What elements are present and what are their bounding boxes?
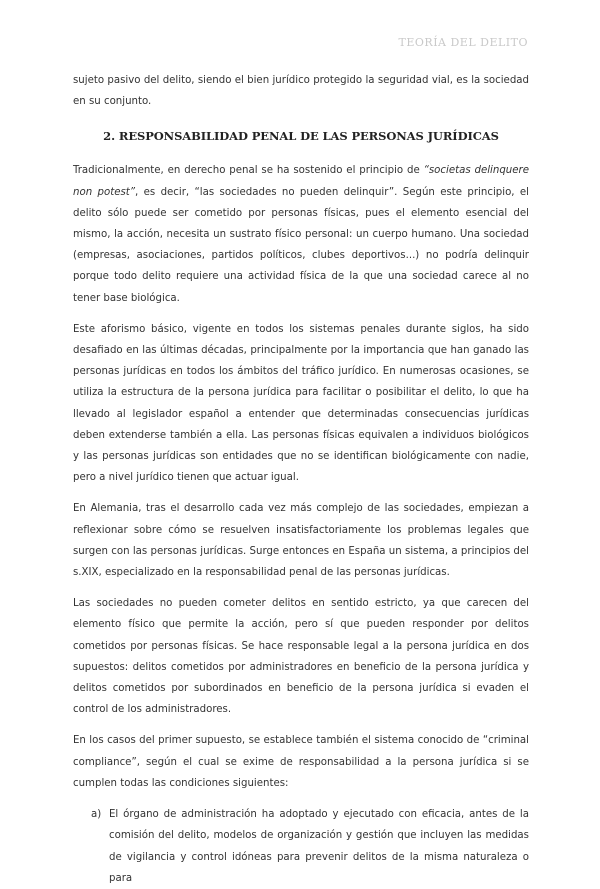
paragraph: Las sociedades no pueden cometer delitos en sentido estricto, ya que carecen del elemento físico que permite la acción, pero sí que pueden responder por delitos cometidos por personas físicas. Se hace responsable legal a la persona jurídica en dos supuestos: delitos cometidos por administradores en beneficio de la persona jurídica y delitos cometidos por subordinados en beneficio de la persona jurídica si evaden el control de los administradores. (73, 598, 529, 716)
paragraph-text: Tradicionalmente, en derecho penal se ha sostenido el principio de (73, 165, 424, 177)
list-marker: a) (91, 809, 102, 821)
running-header: TEORÍA DEL DELITO (398, 36, 528, 49)
document-body (73, 70, 529, 889)
paragraph (73, 160, 529, 308)
paragraph: En Alemania, tras el desarrollo cada vez más complejo de las sociedades, empiezan a reflexionar sobre cómo se resuelven insatisfactoriamente los problemas legales que surgen con las personas jurídicas. Surge entonces en España un sistema, a principios del s.XIX, especializado en la responsabilidad penal de las personas jurídicas. (73, 503, 529, 579)
paragraph: Este aforismo básico, vigente en todos los sistemas penales durante siglos, ha sido desafiado en las últimas décadas, principalmente por la importancia que han ganado las personas jurídicas en todos los ámbitos del tráfico jurídico. En numerosas ocasiones, se utiliza la estructura de la persona jurídica para facilitar o posibilitar el delito, lo que ha llevado al legislador español a entender que determinadas consecuencias jurídicas deben extenderse también a ella. Las personas físicas equivalen a individuos biológicos y las personas jurídicas son entidades que no se identifican biológicamente con nadie, pero a nivel jurídico tienen que actuar igual. (73, 323, 529, 484)
list-item (91, 804, 529, 889)
section-heading: 2. RESPONSABILIDAD PENAL DE LAS PERSONAS JURÍDICAS (103, 129, 499, 144)
paragraph: En los casos del primer supuesto, se establece también el sistema conocido de “criminal compliance”, según el cual se exime de responsabilidad a la persona jurídica si se cumplen todas las condiciones siguientes: (73, 735, 529, 789)
list-item-text: El órgano de administración ha adoptado y ejecutado con eficacia, antes de la comisión del delito, modelos de organización y gestión que incluyen las medidas de vigilancia y control idóneas para prevenir delitos de la misma naturaleza o para (109, 809, 529, 884)
latin-phrase: “societas delinquere non potest” (73, 165, 529, 198)
paragraph-continuation: sujeto pasivo del delito, siendo el bien jurídico protegido la seguridad vial, es la sociedad en su conjunto. (73, 75, 529, 108)
paragraph-text: , es decir, “las sociedades no pueden delinquir”. Según este principio, el delito sólo puede ser cometido por personas físicas, pues el elemento esencial del mismo, la acción, necesita un sustrato físico personal: un cuerpo humano. Una sociedad (empresas, asociaciones, partidos políticos, clubes deportivos...) no podría delinquir porque todo delito requiere una actividad física de la que una sociedad carece al no tener base biológica. (73, 186, 529, 304)
